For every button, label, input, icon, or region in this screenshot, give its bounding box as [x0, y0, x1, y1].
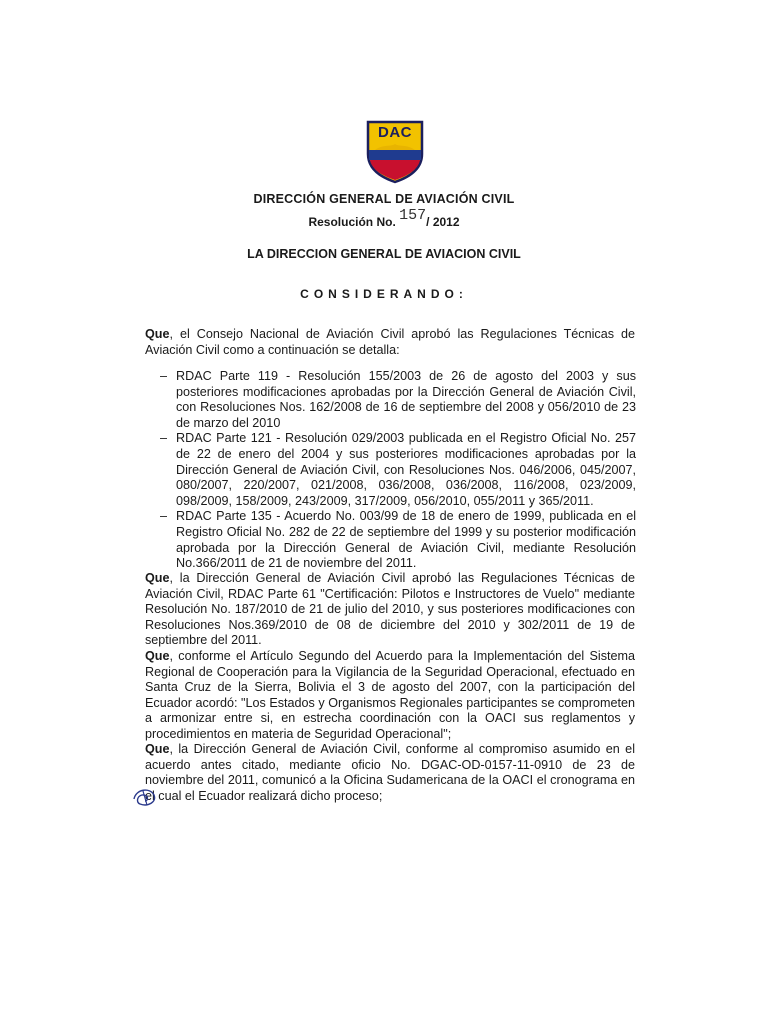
- resolution-line: [0, 207, 768, 231]
- list-item: [160, 509, 636, 571]
- paragraph-lead: Que: [145, 327, 170, 341]
- list-item-text: RDAC Parte 121 - Resolución 029/2003 publicada en el Registro Oficial No. 257 de 22 de enero del 2004 y sus posteriores modificaciones aprobadas por la Dirección General de Aviación Civil, con Resoluciones Nos. 046/2006, 045/2007, 080/2007, 220/2007, 021/2008, 036/2008, 036/2008, 116/2008, 023/2009, 098/2009, 158/2009, 243/2009, 317/2009, 056/2010, 055/2011 y 365/2011.: [176, 431, 636, 508]
- list-dash: –: [160, 369, 168, 383]
- paragraph-text: , la Dirección General de Aviación Civil, conforme al compromiso asumido en el acuerdo antes citado, mediante oficio No. DGAC-OD-0157-11-0910 de 23 de noviembre del 2011, comunicó a la Oficina Sudamericana de la OACI el cronograma en el cual el Ecuador realizará dicho proceso;: [145, 742, 635, 803]
- paragraph-text: , la Dirección General de Aviación Civil aprobó las Regulaciones Técnicas de Aviación Civil, RDAC Parte 61 "Certificación: Pilotos e Instructores de Vuelo" mediante Resolución No. 187/2010 de 21 de julio del 2010, y sus posteriores modificaciones con Resoluciones Nos.369/2010 de 08 de diciembre del 2010 y 302/2011 de 19 de septiembre del 2011.: [145, 571, 635, 648]
- resolution-number: 157: [399, 207, 427, 224]
- paragraph-text: , conforme el Artículo Segundo del Acuerdo para la Implementación del Sistema Regional de Cooperación para la Vigilancia de la Seguridad Operacional, efectuado en Santa Cruz de la Sierra, Bolivia el 3 de agosto del 2007, con la participación del Ecuador acordó: "Los Estados y Organismos Regionales participantes se comprometen a armonizar entre si, en estrecha coordinación con la OACI sus reglamentos y procedimientos en materia de Seguridad Operacional";: [145, 649, 635, 741]
- paragraph-lead: Que: [145, 649, 170, 663]
- logo-text: DAC: [378, 124, 412, 141]
- resolution-year: / 2012: [426, 215, 460, 229]
- list-item: [160, 431, 636, 509]
- list-item-text: RDAC Parte 119 - Resolución 155/2003 de 26 de agosto del 2003 y sus posteriores modificaciones aprobadas por la Dirección General de Aviación Civil, con Resoluciones Nos. 162/2008 de 16 de septiembre del 2008 y 056/2010 de 23 de marzo del 2010: [176, 369, 636, 430]
- header-title: DIRECCIÓN GENERAL DE AVIACIÓN CIVIL: [253, 192, 515, 206]
- paragraph-text: , el Consejo Nacional de Aviación Civil aprobó las Regulaciones Técnicas de Aviación Civil como a continuación se detalla:: [145, 327, 635, 357]
- considerando-heading: CONSIDERANDO:: [300, 287, 468, 301]
- list-dash: –: [160, 431, 168, 446]
- resolution-label: Resolución No.: [308, 215, 396, 229]
- list-item-text: RDAC Parte 135 - Acuerdo No. 003/99 de 18 de enero de 1999, publicada en el Registro Oficial No. 282 de 22 de septiembre del 1999 y su posterior modificación aprobada por la Dirección General de Aviación Civil, mediante Resolución No.366/2011 de 21 de noviembre del 2011.: [176, 509, 636, 571]
- document-subtitle: LA DIRECCION GENERAL DE AVIACION CIVIL: [247, 247, 521, 261]
- paragraph-2: [145, 571, 635, 649]
- list-item: [160, 369, 636, 431]
- paragraph-4: [145, 742, 635, 804]
- paragraph-1: [145, 327, 635, 358]
- paragraph-lead: Que: [145, 742, 170, 756]
- paragraph-lead: Que: [145, 571, 170, 585]
- paragraph-3: [145, 649, 635, 743]
- dac-logo: [365, 120, 425, 184]
- list-dash: –: [160, 509, 168, 524]
- initials-signature: [130, 785, 160, 809]
- regulations-list: [160, 369, 636, 572]
